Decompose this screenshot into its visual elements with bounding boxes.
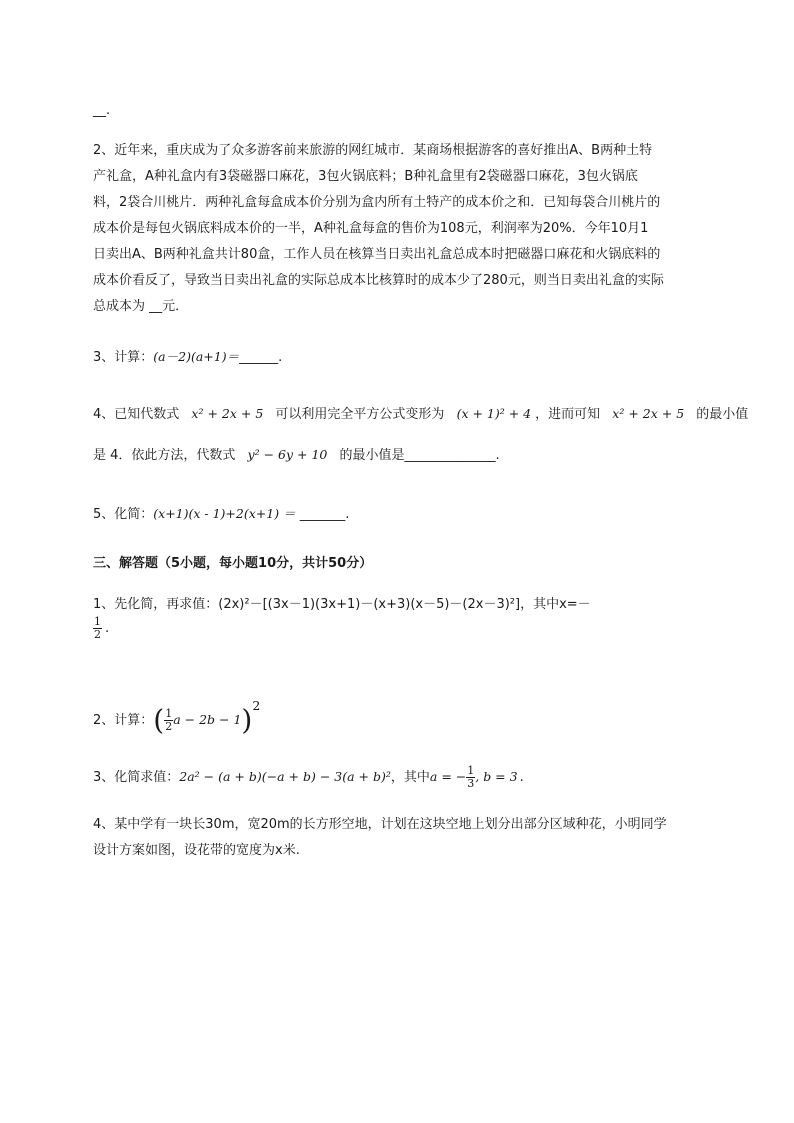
q3-prefix: 3、计算： xyxy=(93,350,154,365)
q3-blank: ______. xyxy=(239,350,283,365)
answer-question-3 xyxy=(93,762,524,793)
q4-text-f: 的最小值是______________. xyxy=(339,448,500,463)
fragment-text: __. xyxy=(93,103,111,118)
aq2-expression: a − 2b − 1 xyxy=(173,712,242,727)
q5-prefix: 5、化简： xyxy=(93,507,154,522)
aq2-left-paren: ( xyxy=(153,703,165,737)
q4-text-d: 的最小值 xyxy=(696,407,749,422)
q2-line-1: 2、近年来，重庆成为了众多游客前来旅游的网红城市．某商场根据游客的喜好推出A、B两种土特 xyxy=(93,143,653,158)
aq3-fraction: $\frac{1}{3}$ xyxy=(467,764,475,790)
aq3-tail: . xyxy=(519,770,524,785)
q2-line-3: 料，2袋合川桃片．两种礼盒每盒成本价分别为盒内所有土特产的成本价之和．已知每袋合川桃片的 xyxy=(93,195,661,210)
q4-expression-4: y² − 6y + 10 xyxy=(247,447,328,462)
aq2-right-paren: ) xyxy=(241,703,253,737)
q4-line-1 xyxy=(93,405,748,424)
aq1-line-2 xyxy=(93,616,109,641)
aq4-line-2: 设计方案如图，设花带的宽度为x米. xyxy=(93,843,300,858)
aq4-line-1: 4、某中学有一块长30m，宽20m的长方形空地，计划在这块空地上划分出部分区域种花，小明同学 xyxy=(93,817,667,832)
aq3-expression: 2a² − (a + b)(−a + b) − 3(a + b)² xyxy=(179,769,391,784)
q4-text-c: ，进而可知 xyxy=(535,407,601,422)
aq3-condition-b: , b = 3 xyxy=(475,769,518,784)
aq1-tail: . xyxy=(105,621,110,636)
q4-expression-3: x² + 2x + 5 xyxy=(612,406,685,421)
q5-expression: (x+1)(x - 1)+2(x+1) ＝ xyxy=(153,506,296,521)
q2-line-5: 日卖出A、B两种礼盒共计80盒，工作人员在核算当日卖出礼盒总成本时把磁器口麻花和火锅底料的 xyxy=(93,247,661,262)
q4-text-a: 4、已知代数式 xyxy=(93,407,180,422)
q3-expression: (a－2)(a+1)＝ xyxy=(153,349,240,364)
q2-line-2: 产礼盒，A种礼盒内有3袋磁器口麻花，3包火锅底料；B种礼盒里有2袋磁器口麻花，3包火锅底 xyxy=(93,169,638,184)
q4-line-2 xyxy=(93,446,500,465)
aq1-line-1: 1、先化简，再求值：(2x)²－[(3x－1)(3x+1)－(x+3)(x－5)－(2x－3)²]，其中x=－ xyxy=(93,597,591,612)
aq2-prefix: 2、计算： xyxy=(93,713,154,728)
aq3-condition-a: a = − xyxy=(429,769,467,784)
answer-question-2 xyxy=(93,688,260,739)
aq2-fraction: $\frac{1}{2}$ xyxy=(165,707,173,733)
q4-expression-1: x² + 2x + 5 xyxy=(191,406,264,421)
q2-line-7: 总成本为 __元． xyxy=(93,299,189,314)
section-3-title: 三、解答题（5小题，每小题10分，共计50分） xyxy=(93,556,373,571)
q4-text-b: 可以利用完全平方公式变形为 xyxy=(275,407,445,422)
q2-line-4: 成本价是每包火锅底料成本价的一半，A种礼盒每盒的售价为108元，利润率为20%．今年10月1 xyxy=(93,221,649,236)
aq2-exponent: 2 xyxy=(252,698,261,713)
q4-text-e: 是 4．依此方法，代数式 xyxy=(93,448,236,463)
aq1-fraction: $\frac{1}{2}$ xyxy=(94,615,101,641)
q4-expression-2: (x + 1)² + 4 xyxy=(456,406,532,421)
fill-question-5 xyxy=(93,505,349,524)
aq3-prefix: 3、化简求值： xyxy=(93,770,180,785)
q5-blank: _______. xyxy=(299,507,350,522)
fill-question-3 xyxy=(93,348,282,367)
aq3-mid: ，其中 xyxy=(390,770,430,785)
q2-line-6: 成本价看反了，导致当日卖出礼盒的实际总成本比核算时的成本少了280元，则当日卖出礼盒的实际 xyxy=(93,273,664,288)
